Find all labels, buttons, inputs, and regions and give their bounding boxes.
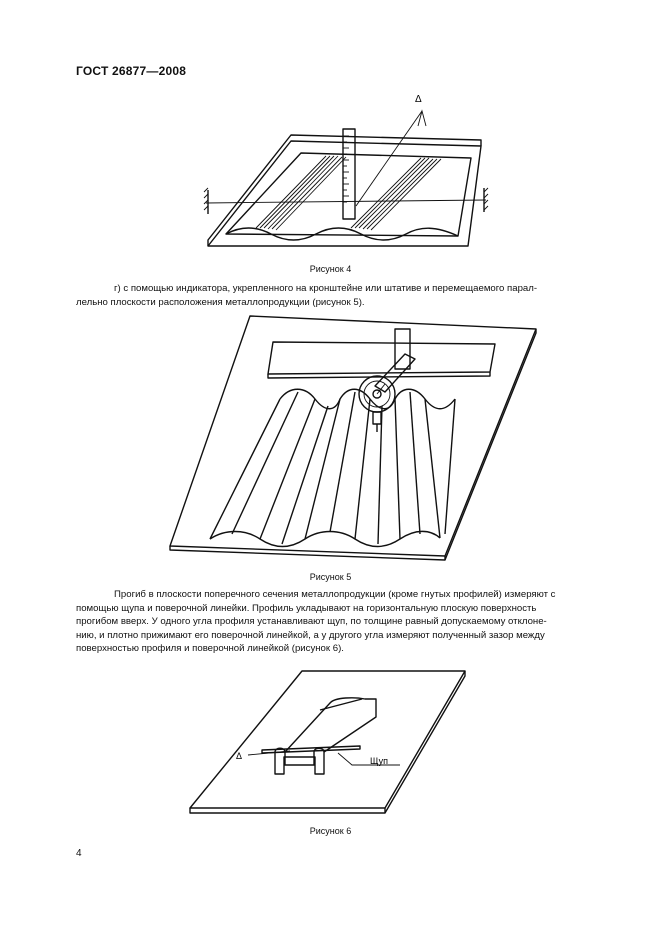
paragraph-g-line-2: лельно плоскости расположения металлопродукции (рисунок 5). [76, 296, 365, 308]
figure-6-delta-label: Δ [236, 751, 243, 761]
figure-4-caption: Рисунок 4 [309, 264, 352, 274]
page-number: 4 [76, 848, 82, 859]
paragraph-g [76, 282, 586, 309]
paragraph-deflection-line-1: Прогиб в плоскости поперечного сечения металлопродукции (кроме гнутых профилей) измеряют с [114, 589, 556, 600]
paragraph-deflection-line-5: поверхностью профиля и поверочной линейкой (рисунок 6). [76, 643, 344, 655]
document-header: ГОСТ 26877—2008 [76, 64, 187, 78]
figure-4-delta-label: Δ [415, 94, 422, 105]
paragraph-deflection [76, 588, 586, 656]
paragraph-deflection-line-2: помощью щупа и поверочной линейки. Профиль укладывают на горизонтальную плоскую поверхность [76, 602, 537, 614]
paragraph-deflection-line-3: прогибом вверх. У одного угла профиля устанавливают щуп, по толщине равный допускаемому отклоне- [76, 616, 547, 628]
figure-6-feeler-label: Щуп [370, 756, 389, 766]
figure-6-caption: Рисунок 6 [309, 826, 352, 836]
figure-5-drawing [170, 314, 540, 564]
figure-5-caption: Рисунок 5 [309, 572, 352, 582]
paragraph-deflection-line-4: нию, и плотно прижимают его поверочной линейкой, а у другого угла измеряют полученный зазор между [76, 629, 545, 641]
paragraph-g-line-1: г) с помощью индикатора, укрепленного на кронштейне или штативе и перемещаемого парал- [114, 283, 538, 294]
figure-4-drawing [196, 86, 496, 256]
figure-6-drawing [190, 667, 470, 817]
